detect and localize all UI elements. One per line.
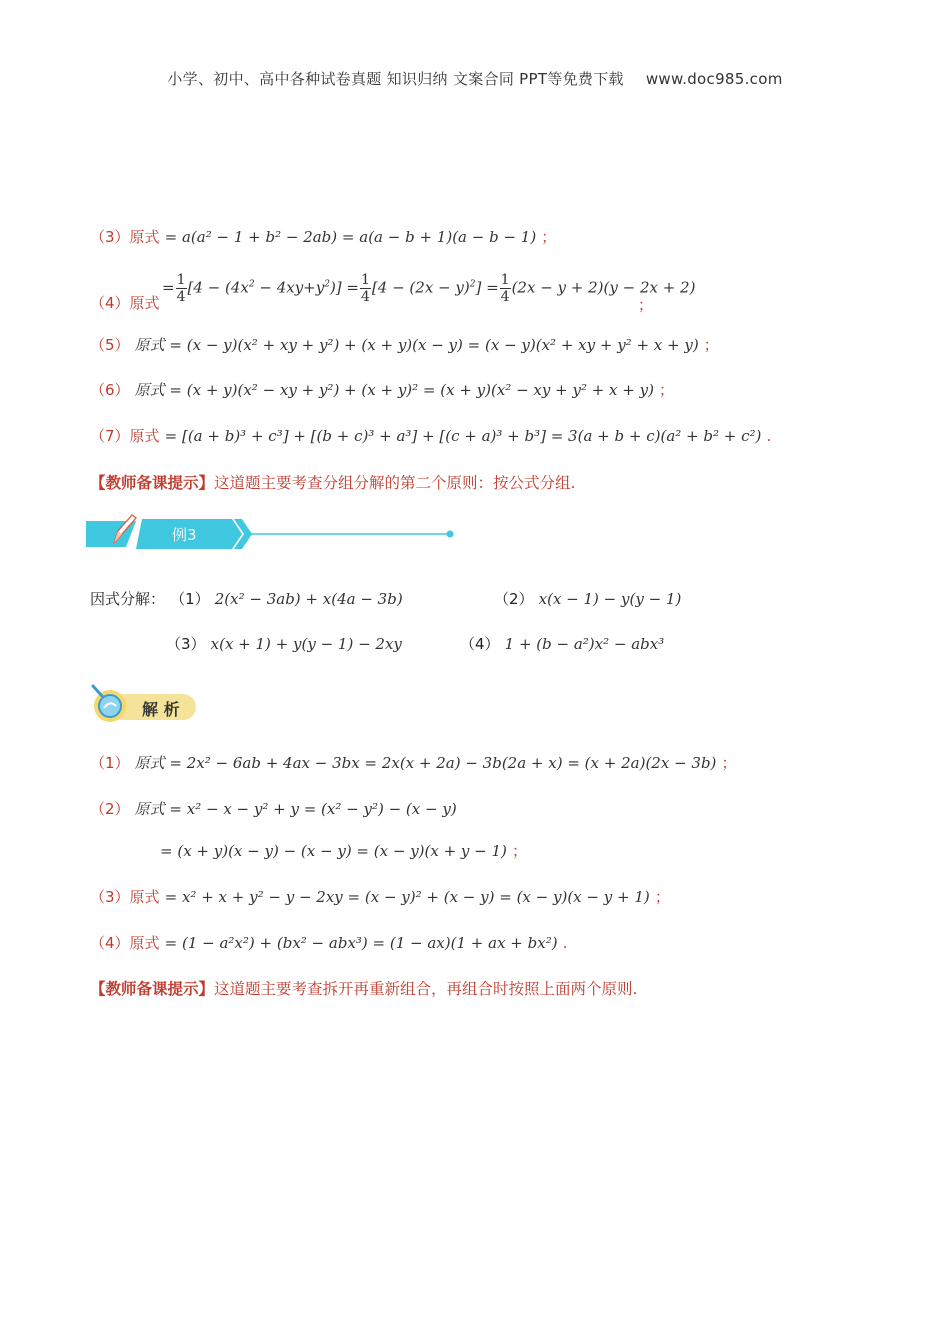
line-label: （1） [90,754,130,772]
q4-label: （4） [460,635,500,653]
analysis-title: 解 析 [142,700,180,719]
teacher-hint-1 [90,471,575,493]
line-end: ； [659,381,675,399]
line-end: ； [512,842,528,860]
line-end: ； [654,888,670,906]
pencil-icon [108,513,138,551]
line-label: （2） [90,800,130,818]
solution-line-5 [90,334,719,355]
formula-with-fractions: = $\frac{1}{4}$ $[4 - (4x^2 - 4xy+y^2)]$ = $\frac{1}{4}$ $[4 - (2x - y)^2]$ = $\frac{1}{4}$ (2x − y + 2)(y − 2x + 2) [162,272,696,305]
formula: 原式 = 2x² − 6ab + 4ax − 3bx = 2x(x + 2a) − 3b(2a + x) = (x + 2a)(2x − 3b) [134,754,717,772]
solution-line-4 [90,272,696,316]
hint-tag: 【教师备课提示】 [90,474,215,492]
q1-formula: 2(x² − 3ab) + x(4a − 3b) [214,590,403,608]
line-end: . [766,427,772,445]
solution-line-6 [90,379,674,400]
hint-tag: 【教师备课提示】 [90,980,215,998]
analysis-line-2-continued [160,840,527,861]
analysis-badge [88,682,198,726]
example-question-3 [166,633,402,654]
example-question-4 [460,633,664,654]
solution-line-7 [90,425,771,446]
formula: = x² + x + y² − y − 2xy = (x − y)² + (x − y) = (x − y)(x − y + 1) [164,888,650,906]
q4-formula: 1 + (b − a²)x² − abx³ [504,635,665,653]
hint-text: 这道题主要考查拆开再重新组合，再组合时按照上面两个原则. [214,980,638,998]
magnifier-icon [88,682,132,730]
example-prompt: 因式分解： [90,590,166,608]
line-label: （4）原式 [90,294,160,312]
line-label: （7）原式 [90,427,160,445]
line-label: （3）原式 [90,228,160,246]
header-text: 小学、初中、高中各种试卷真题 知识归纳 文案合同 PPT等免费下载 [167,70,624,88]
line-end: . [562,934,568,952]
formula: = [(a + b)³ + c³] + [(b + c)³ + a³] + [(c + a)³ + b³] = 3(a + b + c)(a² + b² + c²) [164,427,762,445]
formula: 原式 = (x + y)(x² − xy + y²) + (x + y)² = (x + y)(x² − xy + y² + x + y) [134,381,654,399]
formula: 原式 = x² − x − y² + y = (x² − y²) − (x − y) [134,800,457,818]
q3-label: （3） [166,635,206,653]
analysis-line-1 [90,752,737,773]
line-label: （5） [90,336,130,354]
q2-formula: x(x − 1) − y(y − 1) [538,590,682,608]
analysis-line-2 [90,798,457,819]
q3-formula: x(x + 1) + y(y − 1) − 2xy [210,635,402,653]
example-title: 例3 [172,526,197,544]
formula: = (1 − a²x²) + (bx² − abx³) = (1 − ax)(1 + ax + bx²) [164,934,558,952]
q2-label: （2） [494,590,534,608]
solution-line-3 [90,226,556,247]
header-url[interactable]: www.doc985.com [645,70,783,88]
analysis-line-3 [90,886,670,907]
hint-text: 这道题主要考查分组分解的第二个原则：按公式分组. [214,474,576,492]
line-end: ； [541,228,557,246]
banner-shape [86,517,466,551]
line-label: （6） [90,381,130,399]
formula: 原式 = (x − y)(x² + xy + y²) + (x + y)(x − y) = (x − y)(x² + xy + y² + x + y) [134,336,699,354]
line-end: ； [721,754,737,772]
formula: = (x + y)(x − y) − (x − y) = (x − y)(x + y − 1) [160,842,507,860]
line-end: ； [638,296,654,314]
page-header [0,68,950,89]
line-end: ； [703,336,719,354]
analysis-line-4 [90,932,567,953]
teacher-hint-2 [90,977,637,999]
example-question-row-1 [90,588,403,609]
example-banner [86,517,466,551]
line-label: （4）原式 [90,934,160,952]
formula: = a(a² − 1 + b² − 2ab) = a(a − b + 1)(a − b − 1) [164,228,537,246]
line-label: （3）原式 [90,888,160,906]
q1-label: （1） [170,590,210,608]
example-question-2 [494,588,681,609]
